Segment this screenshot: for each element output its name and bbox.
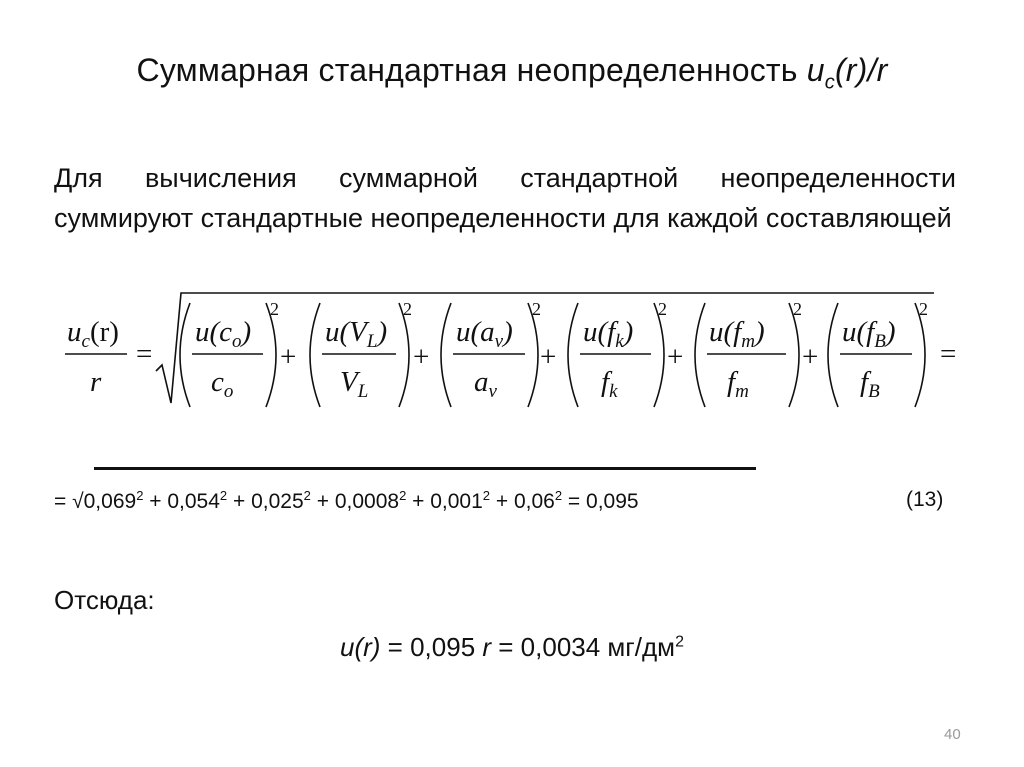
term-denominator: $a_v$ xyxy=(474,366,497,402)
term-exponent: 2 xyxy=(919,299,928,319)
plus-sign: + xyxy=(802,341,819,373)
term-av xyxy=(441,299,541,407)
left-paren xyxy=(310,303,320,407)
calc-exponent: 2 xyxy=(554,488,563,503)
plus-sign: + xyxy=(280,341,297,373)
calc-exponent: 2 xyxy=(482,488,491,503)
title-u: u xyxy=(806,52,825,88)
term-numerator: $u(f_m)$ xyxy=(709,316,765,352)
term-vl xyxy=(310,299,412,407)
calc-term: 0,069 xyxy=(83,490,137,513)
term-denominator: $f_k$ xyxy=(601,366,618,402)
title-tail: (r)/r xyxy=(834,52,888,88)
term-denominator: $f_m$ xyxy=(727,366,749,402)
term-fk xyxy=(568,299,667,407)
lhs-arg: (r) xyxy=(89,316,119,348)
lhs-sub: c xyxy=(81,331,90,352)
continuation-rule xyxy=(94,467,756,470)
term-exponent: 2 xyxy=(403,299,412,319)
numeric-calculation: = $√0,069^2 + 0,054^2 + 0,025^2 + 0,0008^2 + 0,001^2 + 0,06^2 = 0,095$ xyxy=(54,488,639,513)
term-exponent: 2 xyxy=(658,299,667,319)
plus-sign: + xyxy=(540,341,557,373)
left-paren xyxy=(695,303,705,407)
slide-title xyxy=(0,52,1024,94)
term-numerator: $u(f_k)$ xyxy=(583,316,634,352)
term-numerator: $u(a_v)$ xyxy=(456,316,513,352)
left-paren xyxy=(568,303,578,407)
plus-sign: + xyxy=(667,341,684,373)
term-numerator: $u(c_o)$ xyxy=(195,316,252,352)
title-text: Суммарная стандартная неопределенность xyxy=(136,52,807,88)
calc-exponent: 2 xyxy=(303,488,311,503)
page-number: 40 xyxy=(944,726,961,743)
result-lhs: u(r) xyxy=(340,632,381,662)
equation-number: (13) xyxy=(906,488,944,511)
calc-result: 0,095 xyxy=(586,490,639,513)
term-numerator: $u(V_L)$ xyxy=(325,316,388,352)
term-denominator: $f_B$ xyxy=(860,366,880,402)
lhs-numerator xyxy=(67,316,119,352)
calc-term: 0,025 xyxy=(251,490,304,513)
calc-prefix: = √ xyxy=(54,490,84,513)
term-denominator: $V_L$ xyxy=(340,366,369,402)
left-paren xyxy=(441,303,451,407)
result-mid: = 0,095 xyxy=(380,632,483,662)
term-fm xyxy=(695,299,802,407)
calc-exponent: 2 xyxy=(219,488,228,503)
term-exponent: 2 xyxy=(270,299,279,319)
left-paren xyxy=(180,303,190,407)
term-co xyxy=(180,299,279,407)
calc-term: 0,06 xyxy=(513,490,555,513)
equals-sign-trailing: = xyxy=(940,338,957,370)
calc-term: 0,054 xyxy=(167,490,220,513)
result-line xyxy=(0,632,1024,663)
plus-sign: + xyxy=(413,341,430,373)
result-var: r xyxy=(482,632,492,662)
result-sup: 2 xyxy=(675,633,684,651)
lhs-u: u xyxy=(67,316,82,348)
term-exponent: 2 xyxy=(532,299,541,319)
left-paren xyxy=(828,303,838,407)
calc-term: 0,001 xyxy=(430,490,483,513)
result-rhs: = 0,0034 мг/дм xyxy=(491,632,676,662)
term-numerator: $u(f_B)$ xyxy=(842,316,896,352)
calc-term: 0,0008 xyxy=(334,490,400,513)
calc-exponent: 2 xyxy=(136,488,144,503)
term-exponent: 2 xyxy=(793,299,802,319)
intro-paragraph: Для вычисления суммарной стандартной неопределенности суммируют стандартные неопределенности для каждой составляющей xyxy=(54,163,956,233)
calc-exponent: 2 xyxy=(399,488,407,503)
lhs-denominator: r xyxy=(90,366,102,398)
term-denominator: $c_o$ xyxy=(211,366,234,402)
equals-sign: = xyxy=(136,338,153,370)
term-fb xyxy=(828,299,928,407)
hence-label: Отсюда: xyxy=(54,585,155,615)
title-sub: c xyxy=(824,71,835,94)
uncertainty-formula xyxy=(52,285,972,415)
